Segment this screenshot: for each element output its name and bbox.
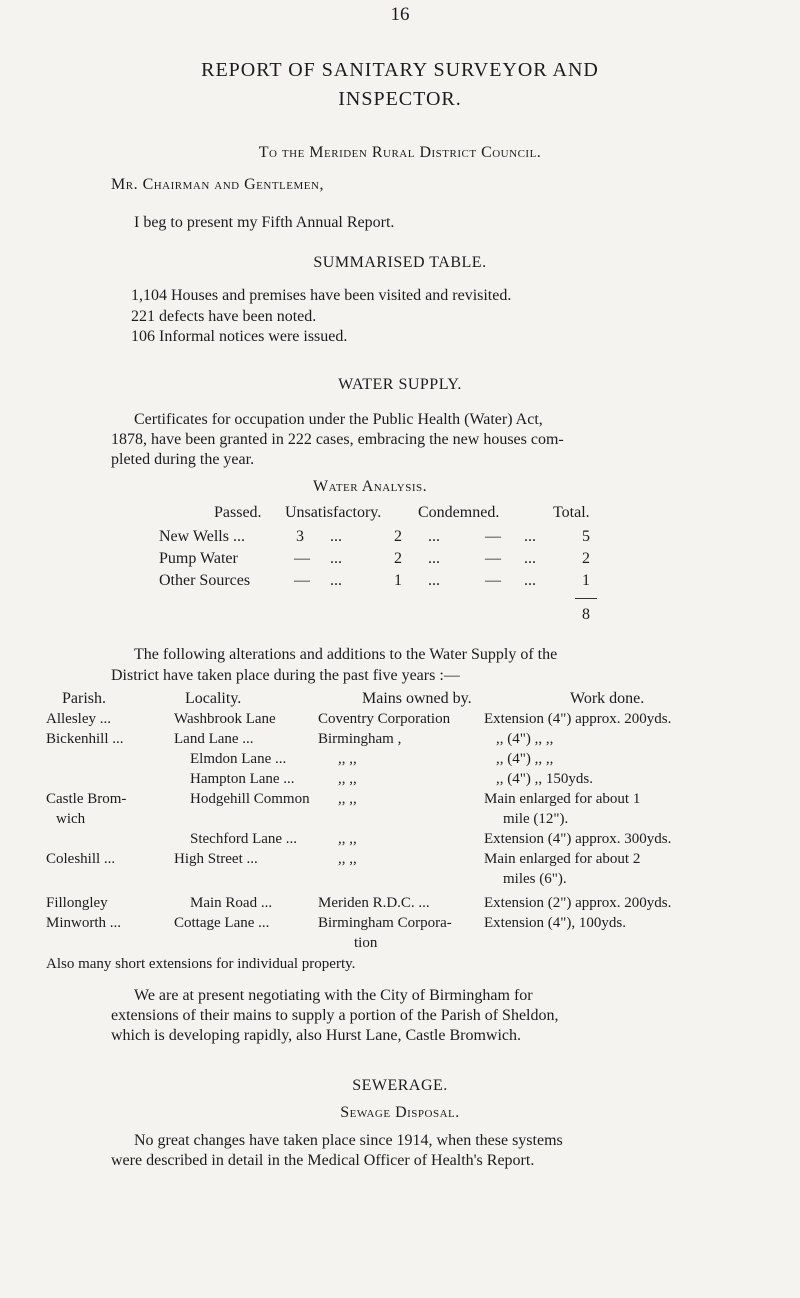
locality-cell: Main Road ... [190,895,273,911]
dot-leader: ... [524,572,536,589]
summary-line: 221 defects have been noted. [131,308,317,325]
sewerage-para-line: were described in detail in the Medical Officer of Health's Report. [111,1152,535,1169]
report-title-line2: INSPECTOR. [338,88,462,110]
work-cell: Extension (4") approx. 200yds. [484,711,672,727]
sewerage-para-line: No great changes have taken place since 1914, when these systems [134,1132,563,1149]
salutation: Mr. Chairman and Gentlemen, [111,176,324,193]
mains-cell: ,, ,, [338,791,357,807]
total-rule [575,598,597,599]
alterations-intro-line: The following alterations and additions to the Water Supply of the [134,646,558,663]
water-analysis-heading: Water Analysis. [313,478,428,495]
mains-cell: ,, ,, [338,851,357,867]
unsatisfactory-value: 2 [394,550,402,567]
locality-cell: Cottage Lane ... [174,915,270,931]
mains-cell: Meriden R.D.C. ... [318,895,430,911]
column-header-unsatisfactory: Unsatisfactory. [285,504,382,521]
work-cell: ,, (4") ,, ,, [496,751,554,767]
dot-leader: ... [330,528,342,545]
sewage-disposal-subheading: Sewage Disposal. [340,1104,460,1121]
alterations-intro-line: District have taken place during the past five years :— [111,667,460,684]
locality-cell: Hodgehill Common [190,791,310,807]
parish-cell: Fillongley [46,895,108,911]
summary-line: 106 Informal notices were issued. [131,328,348,345]
mains-cell: Birmingham , [318,731,402,747]
parish-cell: Castle Brom- [46,791,127,807]
address-line: To the Meriden Rural District Council. [258,144,542,161]
grand-total: 8 [582,606,590,623]
dot-leader: ... [330,572,342,589]
report-title-line1: REPORT OF SANITARY SURVEYOR AND [201,59,599,81]
work-cell: Main enlarged for about 2 [484,851,641,867]
mains-cell: Coventry Corporation [318,711,451,727]
parish-cell: Allesley ... [46,711,111,727]
mains-cell: Birmingham Corpora- [318,915,452,931]
water-para-line: pleted during the year. [111,451,255,468]
locality-cell: High Street ... [174,851,258,867]
work-cell: Extension (2") approx. 200yds. [484,895,672,911]
column-header-work: Work done. [570,690,645,707]
work-cell: ,, (4") ,, ,, [496,731,554,747]
negotiation-line: We are at present negotiating with the City of Birmingham for [134,987,533,1004]
dot-leader: ... [524,528,536,545]
column-header-parish: Parish. [62,690,106,707]
negotiation-line: extensions of their mains to supply a portion of the Parish of Sheldon, [111,1007,559,1024]
condemned-value: — [485,572,501,589]
dot-leader: ... [330,550,342,567]
locality-cell: Land Lane ... [174,731,254,747]
mains-cell: ,, ,, [338,751,357,767]
locality-cell: Stechford Lane ... [190,831,298,847]
summary-line: 1,104 Houses and premises have been visited and revisited. [131,287,512,304]
page-number: 16 [390,4,410,25]
column-header-mains: Mains owned by. [362,690,472,707]
water-supply-heading: WATER SUPPLY. [338,376,462,393]
locality-cell: Washbrook Lane [174,711,276,727]
condemned-value: — [485,550,501,567]
dot-leader: ... [428,550,440,567]
mains-cell: ,, ,, [338,771,357,787]
work-cell: Main enlarged for about 1 [484,791,641,807]
mains-cell: ,, ,, [338,831,357,847]
water-para-line: 1878, have been granted in 222 cases, embracing the new houses com- [111,431,564,448]
row-label: Pump Water [159,550,238,567]
water-para-line: Certificates for occupation under the Public Health (Water) Act, [134,411,543,428]
work-cell: ,, (4") ,, 150yds. [496,771,593,787]
unsatisfactory-value: 2 [394,528,402,545]
mains-cell: tion [354,935,378,951]
dot-leader: ... [428,572,440,589]
dot-leader: ... [428,528,440,545]
unsatisfactory-value: 1 [394,572,402,589]
row-label: New Wells ... [159,528,245,545]
parish-cell: Minworth ... [46,915,121,931]
passed-value: 3 [296,528,304,545]
total-value: 1 [582,572,590,589]
sewerage-heading: SEWERAGE. [352,1077,448,1094]
parish-cell: wich [56,811,86,827]
passed-value: — [294,550,310,567]
negotiation-line: which is developing rapidly, also Hurst Lane, Castle Bromwich. [111,1027,521,1044]
passed-value: — [294,572,310,589]
dot-leader: ... [524,550,536,567]
work-cell: miles (6"). [503,871,567,887]
row-label: Other Sources [159,572,251,589]
parish-cell: Bickenhill ... [46,731,124,747]
column-header-condemned: Condemned. [418,504,500,521]
column-header-passed: Passed. [214,504,262,521]
intro-text: I beg to present my Fifth Annual Report. [134,214,395,231]
total-value: 5 [582,528,590,545]
condemned-value: — [485,528,501,545]
extensions-note: Also many short extensions for individual property. [46,956,356,972]
work-cell: Extension (4"), 100yds. [484,915,626,931]
work-cell: Extension (4") approx. 300yds. [484,831,672,847]
parish-cell: Coleshill ... [46,851,116,867]
total-value: 2 [582,550,590,567]
summary-heading: SUMMARISED TABLE. [313,254,487,271]
column-header-locality: Locality. [185,690,242,707]
locality-cell: Elmdon Lane ... [190,751,287,767]
locality-cell: Hampton Lane ... [190,771,295,787]
work-cell: mile (12"). [503,811,569,827]
column-header-total: Total. [553,504,590,521]
